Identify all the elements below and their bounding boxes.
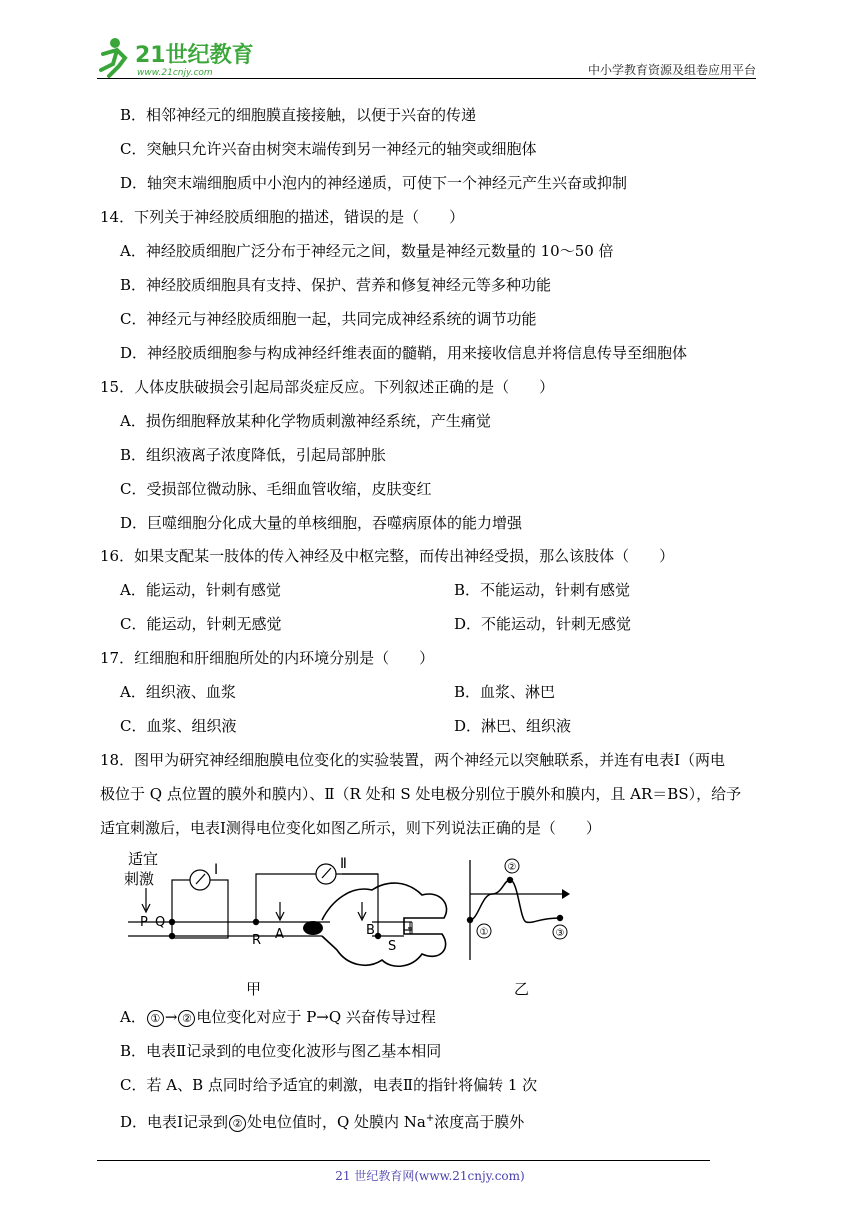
q15-option-b: B．组织液离子浓度降低，引起局部肿胀 <box>120 446 387 464</box>
q14-option-c: C．神经元与神经胶质细胞一起，共同完成神经系统的调节功能 <box>120 310 537 328</box>
label-jia: 甲 <box>246 980 262 998</box>
logo-url: www.21cnjy.com <box>137 68 213 78</box>
nucleus <box>303 921 323 935</box>
q18-option-b: B．电表Ⅱ记录到的电位变化波形与图乙基本相同 <box>120 1042 442 1060</box>
point-3-label: ③ <box>555 928 565 939</box>
q16-option-d: D．不能运动，针刺无感觉 <box>454 615 632 633</box>
meter-1-label: Ⅰ <box>214 862 219 878</box>
logo-text: 21世纪教育 <box>135 43 254 68</box>
label-yi: 乙 <box>514 980 530 998</box>
q15-stem: 15．人体皮肤破损会引起局部炎症反应。下列叙述正确的是（ ） <box>100 378 555 396</box>
figure-jia <box>124 850 447 998</box>
potential-curve <box>470 880 560 922</box>
q18-option-d: D．电表Ⅰ记录到 ② 处电位值时，Q 处膜内 Na+浓度高于膜外 <box>120 1113 525 1131</box>
neuron-body <box>322 883 447 966</box>
q13-option-c: C．突触只允许兴奋由树突末端传到另一神经元的轴突或细胞体 <box>120 140 537 158</box>
q18-figure <box>122 850 582 1000</box>
q14-option-d: D．神经胶质细胞参与构成神经纤维表面的髓鞘，用来接收信息并将信息传导至细胞体 <box>120 344 688 362</box>
header-divider <box>97 78 756 79</box>
runner-icon <box>101 38 125 76</box>
label-s: S <box>388 939 397 954</box>
q18-option-a: A． ① → ② 电位变化对应于 P→Q 兴奋传导过程 <box>120 1008 436 1026</box>
q16-option-c: C．能运动，针刺无感觉 <box>120 615 282 633</box>
figure-yi <box>467 859 570 998</box>
q17-option-c: C．血浆、组织液 <box>120 717 237 735</box>
label-r: R <box>252 933 262 948</box>
q14-stem: 14．下列关于神经胶质细胞的描述，错误的是（ ） <box>100 208 465 226</box>
q14-option-a: A．神经胶质细胞广泛分布于神经元之间，数量是神经元数量的 10～50 倍 <box>120 242 614 260</box>
q15-option-a: A．损伤细胞释放某种化学物质刺激神经系统，产生痛觉 <box>120 412 491 430</box>
footer-text: 21 世纪教育网(www.21cnjy.com) <box>335 1169 525 1183</box>
meter-2-label: Ⅱ <box>340 856 347 872</box>
q16-option-a: A．能运动，针刺有感觉 <box>120 581 281 599</box>
q17-option-a: A．组织液、血浆 <box>120 683 236 701</box>
q15-option-c: C．受损部位微动脉、毛细血管收缩，皮肤变红 <box>120 480 432 498</box>
q18-stem-line2: 极位于 Q 点位置的膜外和膜内）、Ⅱ（R 处和 S 处电极分别位于膜外和膜内，且 AR＝BS），给予 <box>100 785 742 803</box>
label-b: B <box>366 923 375 938</box>
stim-label-2: 刺激 <box>124 870 155 888</box>
q18-stem-line1: 18．图甲为研究神经细胞膜电位变化的实验装置，两个神经元以突触联系，并连有电表Ⅰ（两电 <box>100 751 726 769</box>
point-2-label: ② <box>507 862 517 873</box>
site-logo <box>95 36 265 80</box>
q16-stem: 16．如果支配某一肢体的传入神经及中枢完整，而传出神经受损，那么该肢体（ ） <box>100 547 675 565</box>
q13-option-d: D．轴突末端细胞质中小泡内的神经递质，可使下一个神经元产生兴奋或抑制 <box>120 174 628 192</box>
label-q: Q <box>155 915 166 930</box>
platform-name: 中小学教育资源及组卷应用平台 <box>587 63 756 77</box>
q17-option-b: B．血浆、淋巴 <box>454 683 556 701</box>
q16-option-b: B．不能运动，针刺有感觉 <box>454 581 631 599</box>
label-p: P <box>140 915 148 930</box>
footer-divider <box>97 1160 710 1161</box>
q14-option-b: B．神经胶质细胞具有支持、保护、营养和修复神经元等多种功能 <box>120 276 552 294</box>
q15-option-d: D．巨噬细胞分化成大量的单核细胞，吞噬病原体的能力增强 <box>120 514 523 532</box>
q13-option-b: B．相邻神经元的细胞膜直接接触，以便于兴奋的传递 <box>120 106 477 124</box>
q18-stem-line3: 适宜刺激后，电表Ⅰ测得电位变化如图乙所示，则下列说法正确的是（ ） <box>100 819 601 837</box>
point-1-label: ① <box>479 927 489 938</box>
q17-option-d: D．淋巴、组织液 <box>454 717 572 735</box>
label-a: A <box>275 927 284 942</box>
stim-label-1: 适宜 <box>128 850 159 868</box>
q17-stem: 17．红细胞和肝细胞所处的内环境分别是（ ） <box>100 649 435 667</box>
q18-option-c: C．若 A、B 点同时给予适宜的刺激，电表Ⅱ的指针将偏转 1 次 <box>120 1076 538 1094</box>
